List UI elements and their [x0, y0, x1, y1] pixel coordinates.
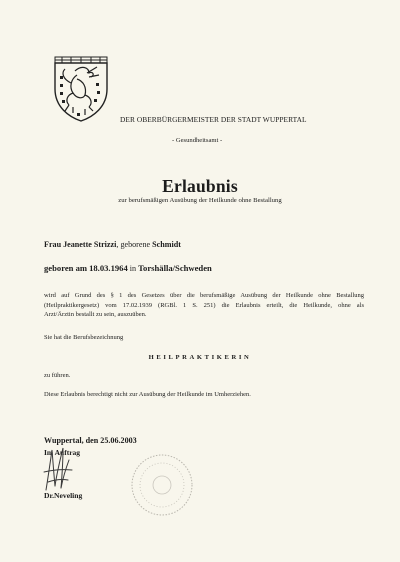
restriction-note: Diese Erlaubnis berechtigt nicht zur Ausübung der Heilkunde im Umherziehen. — [44, 391, 251, 398]
holder-name-line — [44, 240, 181, 249]
issuing-office: - Gesundheitsamt - — [172, 137, 223, 144]
designation-label: Sie hat die Berufsbezeichnung — [44, 334, 124, 341]
holder-name-separator: , — [116, 240, 119, 249]
birth-place: Torshälla/Schweden — [138, 263, 212, 273]
wuppertal-coat-of-arms-icon — [47, 49, 115, 123]
legal-basis-paragraph — [44, 291, 364, 320]
born-prefix: geboren am — [44, 263, 88, 273]
paragraph-line: Arzt/Ärztin bestallt zu sein, auszuüben. — [44, 311, 147, 319]
signatory-name: Dr.Neveling — [44, 491, 83, 500]
birth-date: 18.03.1964 — [89, 263, 128, 273]
birth-name: Schmidt — [152, 240, 181, 249]
paragraph-line: wird auf Grund des § 1 des Gesetzes über die berufsmäßige Ausübung der Heilkunde ohne Bestallung — [44, 292, 364, 299]
on-behalf-label: Im Auftrag — [44, 448, 81, 457]
handwritten-signature-icon — [36, 442, 81, 494]
professional-designation: HEILPRAKTIKERIN — [148, 354, 252, 361]
document-subtitle: zur berufsmäßigen Ausübung der Heilkunde ohne Bestallung — [118, 197, 282, 204]
born-in: in — [129, 264, 137, 273]
issuing-authority: DER OBERBÜRGERMEISTER DER STADT WUPPERTAL — [120, 115, 307, 124]
document-title: Erlaubnis — [162, 176, 238, 196]
birth-name-prefix: geborene — [120, 240, 151, 249]
birth-line — [44, 263, 212, 273]
official-seal-icon — [130, 453, 194, 517]
designation-suffix: zu führen. — [44, 372, 71, 379]
place-and-date: Wuppertal, den 25.06.2003 — [44, 436, 137, 445]
holder-name: Frau Jeanette Strizzi — [44, 240, 117, 249]
paragraph-line: (Heilpraktikergesetz) vom 17.02.1939 (RGBl. 1 S. 251) die Erlaubnis erteilt, die Heilkunde, ohne als — [44, 301, 364, 309]
